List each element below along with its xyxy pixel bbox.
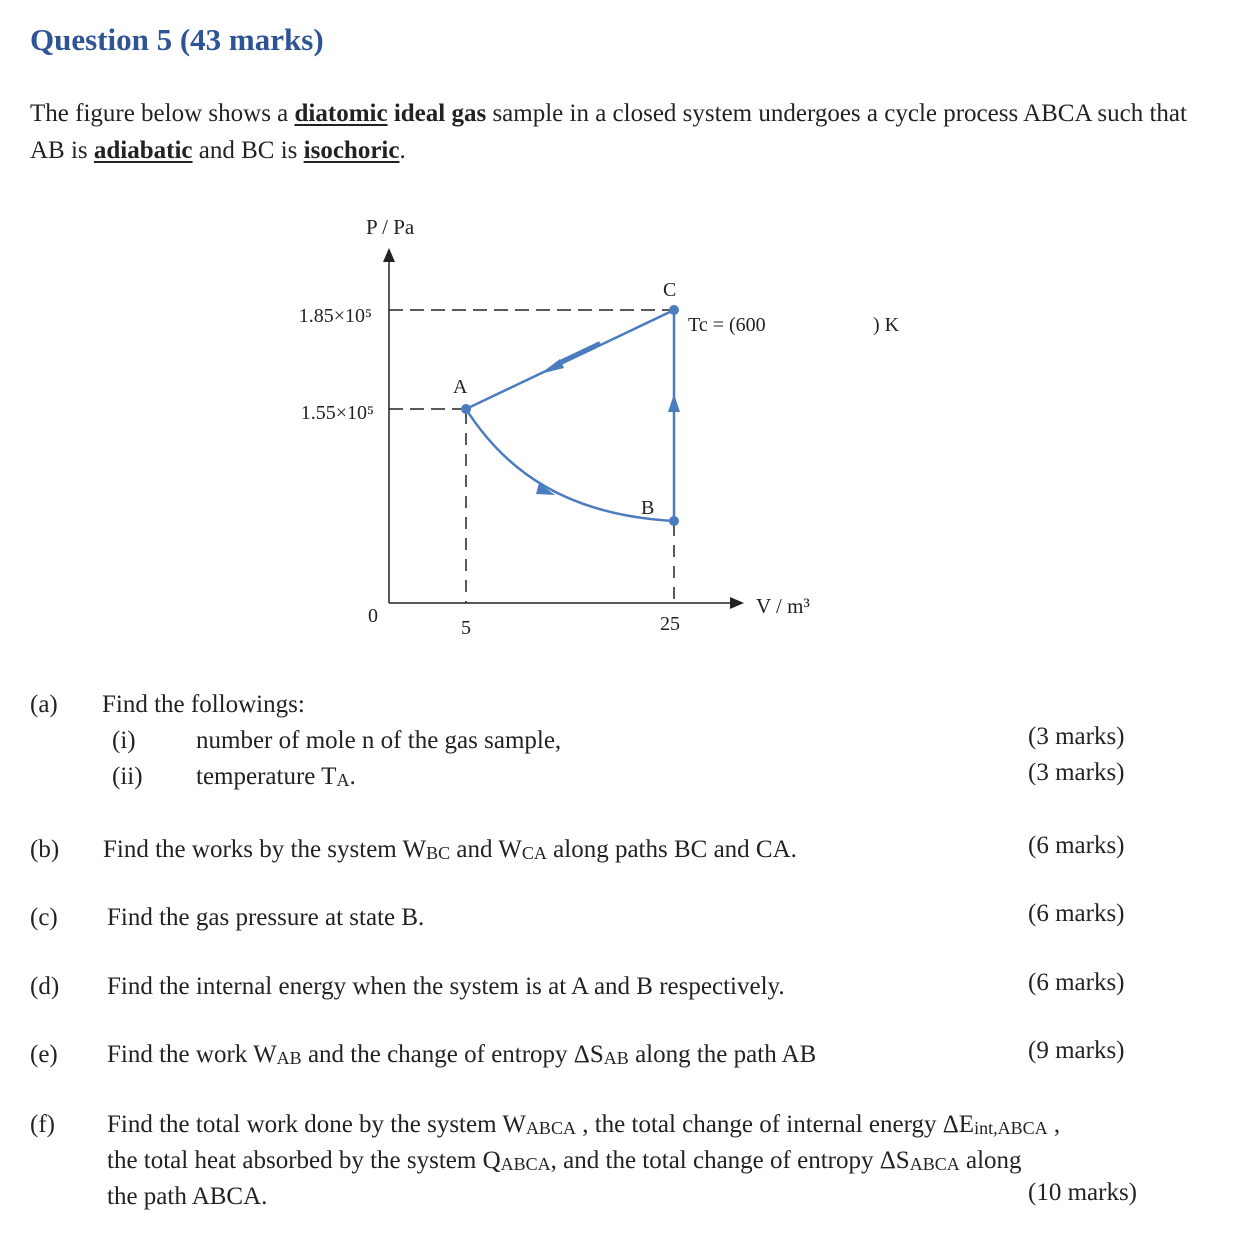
part-d-marks: (6 marks)	[1028, 969, 1125, 996]
path-ca	[466, 310, 674, 409]
part-e-label: (e)	[30, 1041, 58, 1068]
point-b	[669, 516, 679, 526]
part-a-i-marks: (3 marks)	[1028, 723, 1125, 750]
intro-text-2: sample in a closed system undergoes a cycle process ABCA such that AB is	[30, 100, 1187, 164]
part-a-ii-marks: (3 marks)	[1028, 759, 1125, 786]
part-c-marks: (6 marks)	[1028, 900, 1125, 927]
part-e-s1: AB	[276, 1048, 302, 1068]
part-b-t1: Find the works by the system W	[103, 836, 427, 863]
part-f-l2a: the total heat absorbed by the system Q	[107, 1147, 501, 1174]
part-f-l1s2: int,ABCA	[974, 1118, 1048, 1138]
part-b-t2: and W	[450, 836, 522, 863]
point-a	[461, 404, 471, 414]
question-title: Question 5 (43 marks)	[30, 22, 324, 57]
part-f-l1s: ABCA	[525, 1118, 576, 1138]
part-b-marks: (6 marks)	[1028, 832, 1125, 859]
part-b-text	[103, 832, 797, 871]
part-b-label: (b)	[30, 836, 60, 863]
part-f-line1	[107, 1107, 1060, 1146]
x-axis-arrowhead	[730, 597, 744, 609]
part-b-s2: CA	[521, 843, 547, 863]
label-c: C	[663, 279, 677, 301]
x-tick-25: 25	[660, 613, 680, 635]
part-e-marks: (9 marks)	[1028, 1037, 1125, 1064]
part-a-label: (a)	[30, 691, 58, 718]
part-a-ii-sub: A	[336, 770, 350, 790]
part-e-t2: and the change of entropy ΔS	[301, 1041, 604, 1068]
part-f-line3: the path ABCA.	[107, 1183, 268, 1210]
part-e-text	[107, 1037, 816, 1076]
part-f-l2c: along	[959, 1147, 1022, 1174]
label-b: B	[641, 497, 655, 519]
point-c	[669, 305, 679, 315]
part-a-text: Find the followings:	[102, 691, 305, 718]
arrow-bc	[668, 394, 680, 412]
part-a-ii-label: (ii)	[112, 763, 143, 790]
part-f-marks: (10 marks)	[1028, 1179, 1137, 1206]
part-a-ii-main: temperature T	[196, 763, 337, 790]
part-a-ii-end: .	[349, 763, 356, 790]
intro-text-3: and BC is	[192, 137, 304, 164]
y-tick-pc: 1.85×10⁵	[298, 305, 372, 327]
tc-annotation-unit: ) K	[873, 314, 900, 336]
part-c-text: Find the gas pressure at state B.	[107, 904, 425, 931]
part-d-text: Find the internal energy when the system is at A and B respectively.	[107, 973, 785, 1000]
part-b-s1: BC	[426, 843, 451, 863]
part-f-label: (f)	[30, 1111, 55, 1138]
part-f-l1b: , the total change of internal energy ΔE	[575, 1111, 975, 1138]
part-f-l1c: ,	[1047, 1111, 1061, 1138]
part-f-l2s2: ABCA	[909, 1154, 960, 1174]
part-b-t3: along paths BC and CA.	[546, 836, 797, 863]
part-e-t3: along the path AB	[628, 1041, 817, 1068]
label-a: A	[453, 376, 468, 398]
tc-annotation: Tc = (600	[688, 314, 766, 336]
keyword-isochoric: isochoric	[303, 137, 400, 164]
part-f-line2	[107, 1143, 1022, 1182]
part-f-l2s: ABCA	[500, 1154, 551, 1174]
x-tick-5: 5	[461, 617, 471, 639]
intro-period: .	[399, 137, 406, 164]
keyword-adiabatic: adiabatic	[93, 137, 193, 164]
intro-text: The figure below shows a	[30, 100, 295, 127]
part-a-i-text: number of mole n of the gas sample,	[196, 727, 562, 754]
part-f-l1a: Find the total work done by the system W	[107, 1111, 526, 1138]
y-tick-pa: 1.55×10⁵	[300, 402, 374, 424]
part-a-ii-text	[196, 759, 356, 798]
y-axis-label: P / Pa	[366, 215, 415, 239]
x-axis-label: V / m³	[756, 594, 810, 618]
keyword-ideal-gas: ideal gas	[393, 100, 487, 127]
part-f-l2b: , and the total change of entropy ΔS	[550, 1147, 910, 1174]
part-a-i-label: (i)	[112, 727, 136, 754]
part-e-s2: AB	[603, 1048, 629, 1068]
origin-label: 0	[368, 605, 378, 627]
y-axis-arrowhead	[383, 248, 395, 262]
part-c-label: (c)	[30, 904, 58, 931]
arrow-ca-stroke	[560, 343, 600, 362]
part-d-label: (d)	[30, 973, 60, 1000]
keyword-diatomic: diatomic	[294, 100, 388, 127]
part-e-t1: Find the work W	[107, 1041, 277, 1068]
